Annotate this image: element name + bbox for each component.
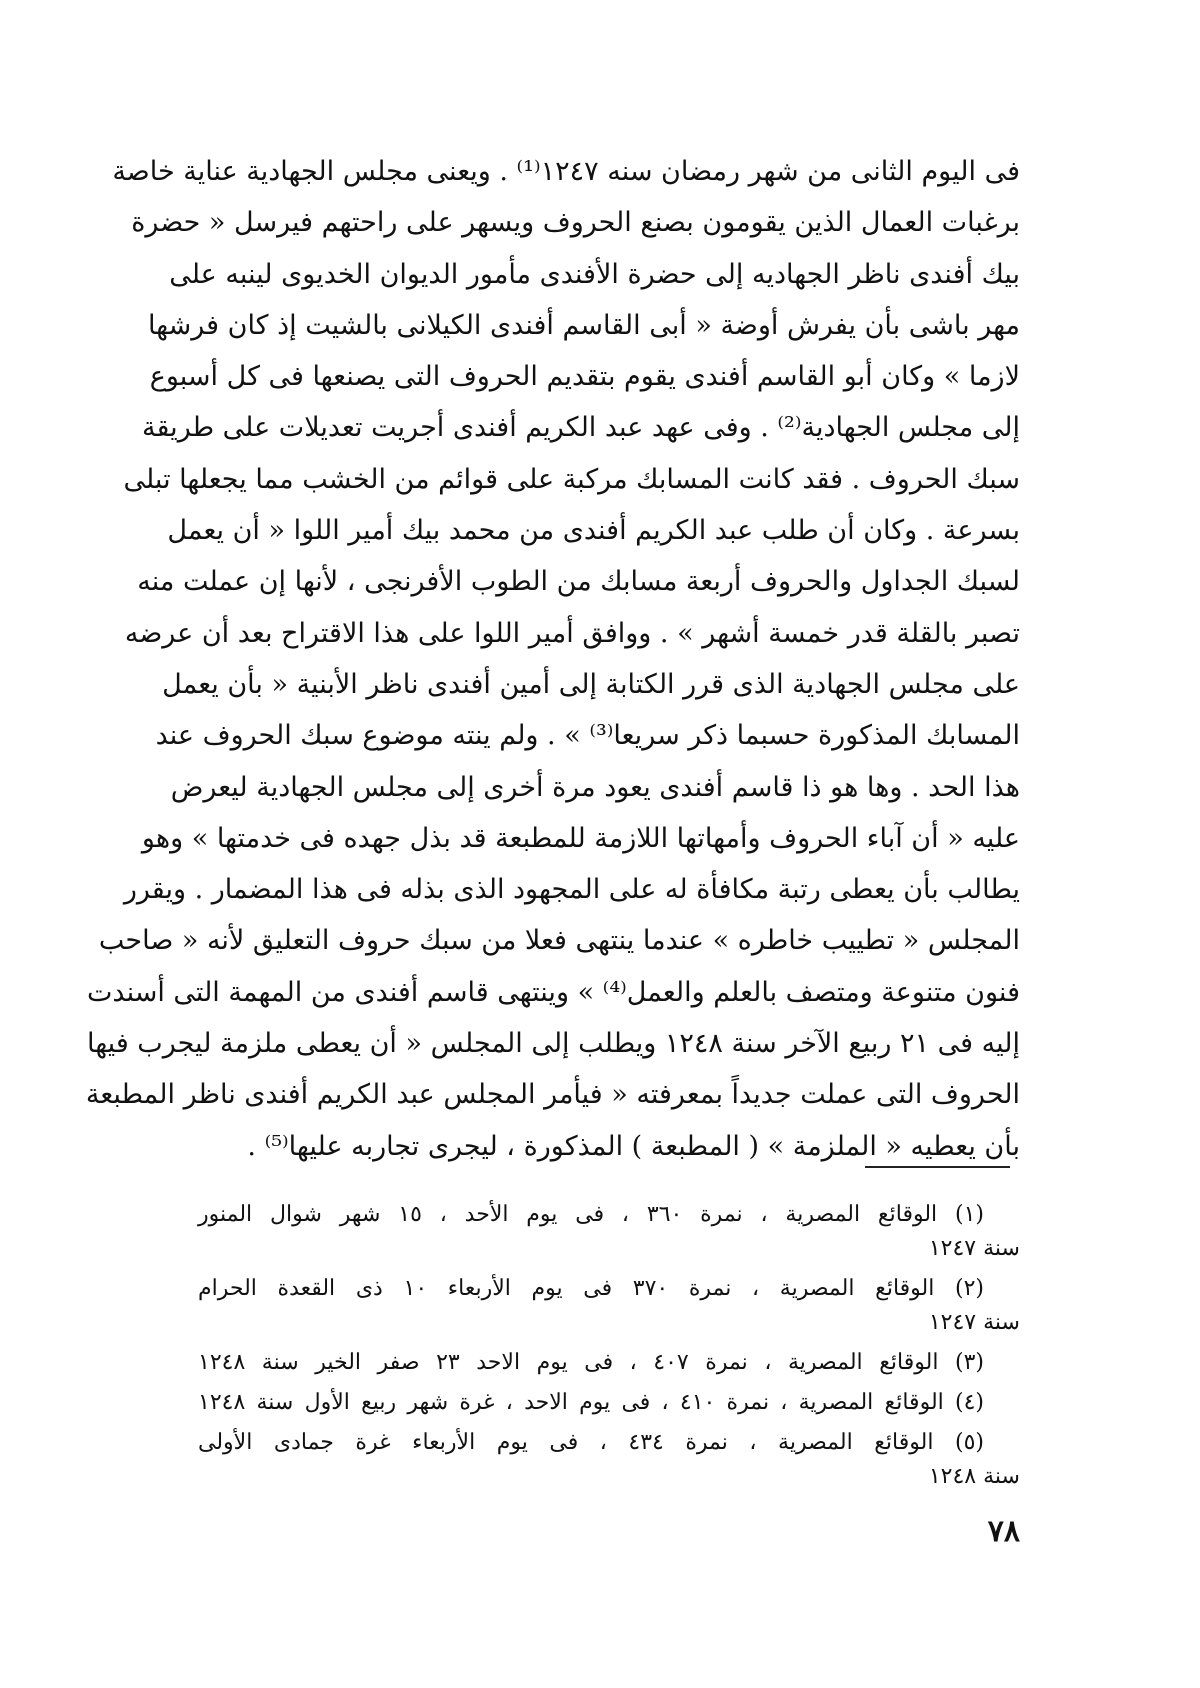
text-line: عليه « أن آباء الحروف وأمهاتها اللازمة للمطبعة قد بذل جهده فى خدمتها » وهو: [141, 822, 1020, 854]
footnote-4-line-1: (٤) الوقائع المصرية ، نمرة ٤١٠ ، فى يوم الاحد ، غرة شهر ربيع الأول سنة ١٢٤٨: [198, 1390, 984, 1415]
text-line: سبك الحروف . فقد كانت المسابك مركبة على قوائم من الخشب مما يجعلها تبلى: [123, 463, 1020, 495]
text-line: فى اليوم الثانى من شهر رمضان سنه ١٢٤٧⁽¹⁾ . ويعنى مجلس الجهادية عناية خاصة: [112, 156, 1020, 187]
footnote-1-line-2: سنة ١٢٤٧: [928, 1236, 1020, 1261]
footnote-3-line-1: (٣) الوقائع المصرية ، نمرة ٤٠٧ ، فى يوم الاحد ٢٣ صفر الخير سنة ١٢٤٨: [198, 1350, 984, 1375]
text-line: بيك أفندى ناظر الجهاديه إلى حضرة الأفندى مأمور الديوان الخديوى لينبه على: [169, 258, 1020, 290]
footnote-5-line-1: (٥) الوقائع المصرية ، نمرة ٤٣٤ ، فى يوم الأربعاء غرة جمادى الأولى: [198, 1430, 984, 1455]
footnote-2-line-2: سنة ١٢٤٧: [928, 1310, 1020, 1335]
text-line: يطالب بأن يعطى رتبة مكافأة له على المجهود الذى بذله فى هذا المضمار . ويقرر: [123, 874, 1020, 906]
text-line: إليه فى ٢١ ربيع الآخر سنة ١٢٤٨ ويطلب إلى المجلس « أن يعطى ملزمة ليجرب فيها: [87, 1028, 1020, 1060]
main-text-block: [85, 146, 1020, 1172]
text-line: تصبر بالقلة قدر خمسة أشهر » . ووافق أمير اللوا على هذا الاقتراح بعد أن عرضه: [124, 617, 1020, 649]
footnote-1-line-1: (١) الوقائع المصرية ، نمرة ٣٦٠ ، فى يوم الأحد ، ١٥ شهر شوال المنور: [198, 1202, 984, 1227]
text-line: هذا الحد . وها هو ذا قاسم أفندى يعود مرة أخرى إلى مجلس الجهادية ليعرض: [170, 771, 1020, 803]
footnote-2-line-1: (٢) الوقائع المصرية ، نمرة ٣٧٠ فى يوم الأربعاء ١٠ ذى القعدة الحرام: [198, 1276, 984, 1301]
footnotes-block: [198, 1198, 1020, 1494]
footnote-separator: [865, 1166, 1010, 1168]
text-line: بسرعة . وكان أن طلب عبد الكريم أفندى من محمد بيك أمير اللوا « أن يعمل: [167, 515, 1020, 547]
footnote-5-line-2: سنة ١٢٤٨: [928, 1464, 1020, 1489]
text-line: إلى مجلس الجهادية⁽²⁾ . وفى عهد عبد الكريم أفندى أجريت تعديلات على طريقة: [142, 412, 1020, 444]
text-line: المجلس « تطييب خاطره » عندما ينتهى فعلا من سبك حروف التعليق لأنه « صاحب: [98, 925, 1020, 957]
text-line: على مجلس الجهادية الذى قرر الكتابة إلى أمين أفندى ناظر الأبنية « بأن يعمل: [162, 668, 1020, 700]
text-line: لازما » وكان أبو القاسم أفندى يقوم بتقديم الحروف التى يصنعها فى كل أسبوع: [149, 361, 1020, 393]
page-number: ٧٨: [987, 1514, 1020, 1549]
text-line: مهر باشى بأن يفرش أوضة « أبى القاسم أفندى الكيلانى بالشيت إذ كان فرشها: [147, 309, 1020, 341]
text-line: لسبك الجداول والحروف أربعة مسابك من الطوب الأفرنجى ، لأنها إن عملت منه: [137, 566, 1020, 598]
text-line: الحروف التى عملت جديداً بمعرفته « فيأمر المجلس عبد الكريم أفندى ناظر المطبعة: [85, 1079, 1020, 1111]
text-line: بأن يعطيه « الملزمة » ( المطبعة ) المذكورة ، ليجرى تجاربه عليها⁽⁵⁾ .: [247, 1130, 1020, 1162]
text-line: برغبات العمال الذين يقومون بصنع الحروف ويسهر على راحتهم فيرسل « حضرة: [131, 207, 1020, 239]
text-line: فنون متنوعة ومتصف بالعلم والعمل⁽⁴⁾ » وينتهى قاسم أفندى من المهمة التى أسندت: [86, 976, 1020, 1008]
text-line: المسابك المذكورة حسبما ذكر سريعا⁽³⁾ » . ولم ينته موضوع سبك الحروف عند: [155, 720, 1020, 752]
